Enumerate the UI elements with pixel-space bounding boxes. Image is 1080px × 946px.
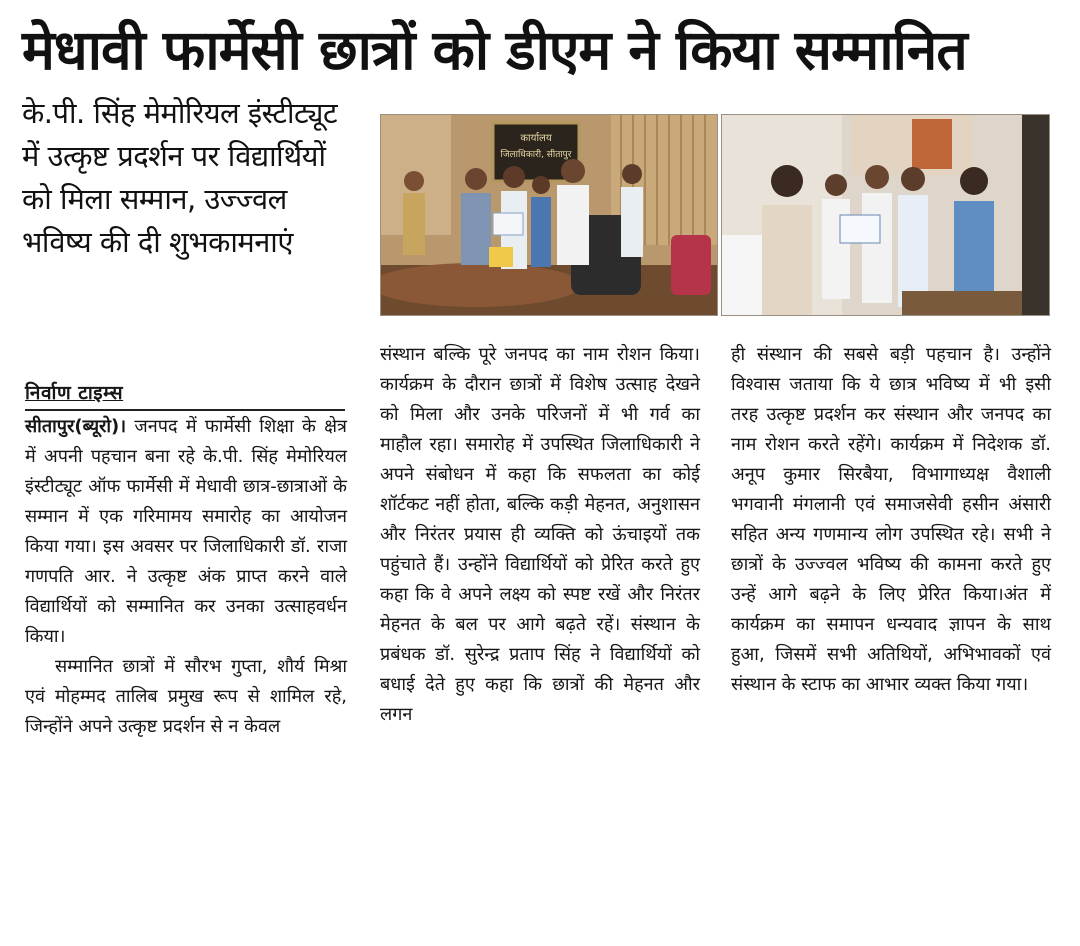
ceremony-photo-certificate-image [722, 115, 1049, 315]
article-column-1 [25, 412, 347, 742]
subheading: के.पी. सिंह मेमोरियल इंस्टीट्यूट में उत्कृष्ट प्रदर्शन पर विद्यार्थियों को मिला सम्मान, उज्ज्वल भविष्य की दी शुभकामनाएं [22, 96, 338, 259]
article-column-2 [380, 340, 700, 730]
article-paragraph [25, 412, 347, 652]
byline [25, 379, 345, 411]
ceremony-photo-office [380, 114, 718, 316]
article-column-3 [731, 340, 1051, 700]
article-text: जनपद में फार्मेसी शिक्षा के क्षेत्र में अपनी पहचान बना रहे के.पी. सिंह मेमोरियल इंस्टीट्यूट ऑफ फार्मेसी में मेधावी छात्र-छात्राओं के सम्मान में एक गरिमामय समारोह का आयोजन किया गया। इस अवसर पर जिलाधिकारी डॉ. राजा गणपति आर. ने उत्कृष्ट अंक प्राप्त करने वाले विद्यार्थियों को सम्मानित कर उनका उत्साहवर्धन किया। [25, 416, 347, 647]
office-sign-line1: कार्यालय [520, 133, 552, 144]
headline: मेधावी फार्मेसी छात्रों को डीएम ने किया सम्मानित [22, 18, 967, 82]
ceremony-photo-office-image [381, 115, 717, 315]
ceremony-photo-certificate [721, 114, 1050, 316]
article-paragraph: ही संस्थान की सबसे बड़ी पहचान है। उन्होंने विश्वास जताया कि ये छात्र भविष्य में भी इसी तरह उत्कृष्ट प्रदर्शन कर संस्थान और जनपद का नाम रोशन करते रहेंगे। कार्यक्रम में निदेशक डॉ. अनूप कुमार सिरबैया, विभागाध्यक्ष वैशाली भगवानी मंगलानी एवं समाजसेवी हसीन अंसारी सहित अन्य गणमान्य लोग उपस्थित रहे। सभी ने छात्रों के उज्ज्वल भविष्य की कामना करते हुए उन्हें आगे बढ़ने के लिए प्रेरित किया।अंत में कार्यक्रम का समापन धन्यवाद ज्ञापन के साथ हुआ, जिसमें सभी अतिथियों, अभिभावकों एवं संस्थान के स्टाफ का आभार व्यक्त किया गया। [731, 344, 1051, 695]
article-paragraph: सम्मानित छात्रों में सौरभ गुप्ता, शौर्य मिश्रा एवं मोहम्मद तालिब प्रमुख रूप से शामिल रहे, जिन्होंने अपने उत्कृष्ट प्रदर्शन से न केवल [25, 656, 347, 737]
office-sign-line2: जिलाधिकारी, सीतापुर [500, 150, 572, 160]
byline-text: निर्वाण टाइम्स [25, 382, 124, 404]
article-paragraph: संस्थान बल्कि पूरे जनपद का नाम रोशन किया। कार्यक्रम के दौरान छात्रों में विशेष उत्साह देखने को मिला और उनके परिजनों में भी गर्व का माहौल रहा। समारोह में उपस्थित जिलाधिकारी ने अपने संबोधन में कहा कि सफलता का कोई शॉर्टकट नहीं होता, बल्कि कड़ी मेहनत, अनुशासन और निरंतर प्रयास ही व्यक्ति को ऊंचाइयों तक पहुंचाते हैं। उन्होंने विद्यार्थियों को प्रेरित करते हुए कहा कि वे अपने लक्ष्य को स्पष्ट रखें और निरंतर मेहनत के बल पर आगे बढ़ते रहें। संस्थान के प्रबंधक डॉ. सुरेन्द्र प्रताप सिंह ने विद्यार्थियों को बधाई देते हुए कहा कि छात्रों की मेहनत और लगन [380, 344, 700, 725]
dateline: सीतापुर(ब्यूरो)। [25, 416, 127, 437]
